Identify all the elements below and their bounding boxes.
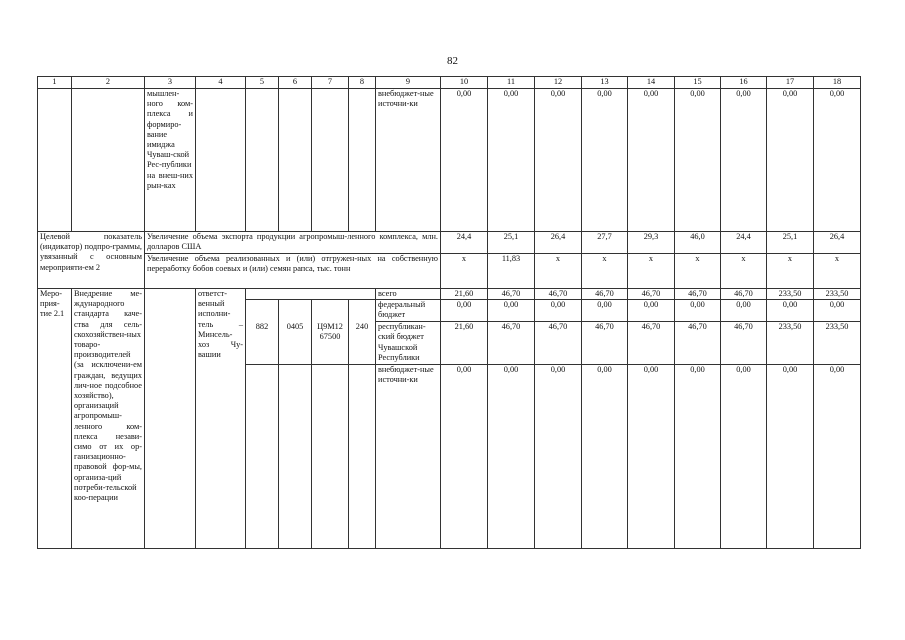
value-cell: 46,70: [675, 322, 721, 365]
target-indicator-row: [38, 232, 861, 254]
empty-cell: [38, 89, 72, 232]
value-cell: 233,50: [767, 289, 814, 300]
funding-source: внебюджет-ные источни-ки: [376, 89, 441, 232]
value-cell: 0,00: [488, 89, 535, 232]
col-header: 18: [814, 77, 861, 89]
value-cell: 0,00: [488, 300, 535, 322]
target-indicator-label: Целевой показатель (индикатор) подпро-граммы, увязанный с основным мероприяти-ем 2: [38, 232, 145, 289]
empty-cell: [349, 89, 376, 232]
empty-cell: [246, 289, 279, 300]
col-header: 13: [582, 77, 628, 89]
col-header: 6: [279, 77, 312, 89]
target-indicator-row: [38, 254, 861, 289]
value-cell: 0,00: [628, 365, 675, 549]
value-cell: 0,00: [582, 300, 628, 322]
col-header: 12: [535, 77, 582, 89]
value-cell: x: [535, 254, 582, 289]
value-cell: 27,7: [582, 232, 628, 254]
value-cell: 0,00: [582, 365, 628, 549]
funding-source: внебюджет-ные источни-ки: [376, 365, 441, 549]
value-cell: 25,1: [488, 232, 535, 254]
csr-code: Ц9М12 67500: [312, 322, 349, 365]
value-cell: 233,50: [767, 322, 814, 365]
value-cell: 0,00: [535, 300, 582, 322]
empty-cell: [72, 89, 145, 232]
value-cell: 24,4: [441, 232, 488, 254]
value-cell: 233,50: [814, 322, 861, 365]
value-cell: 29,3: [628, 232, 675, 254]
value-cell: 46,70: [582, 322, 628, 365]
value-cell: 0,00: [535, 89, 582, 232]
value-cell: 0,00: [767, 300, 814, 322]
column-number-row: [38, 77, 861, 89]
measure-label: Меро-прия-тие 2.1: [38, 289, 72, 549]
funding-source: федеральный бюджет: [376, 300, 441, 322]
value-cell: 0,00: [488, 365, 535, 549]
empty-cell: [349, 300, 376, 322]
value-cell: 21,60: [441, 289, 488, 300]
funding-source: республикан-ский бюджет Чувашской Республики: [376, 322, 441, 365]
empty-cell: [246, 365, 279, 549]
value-cell: 0,00: [767, 365, 814, 549]
continuation-row: [38, 89, 861, 232]
vr-code: 240: [349, 322, 376, 365]
empty-cell: [279, 300, 312, 322]
value-cell: x: [441, 254, 488, 289]
indicator-text: Увеличение объема экспорта продукции агропромыш-ленного комплекса, млн. долларов США: [145, 232, 441, 254]
value-cell: 26,4: [814, 232, 861, 254]
col-header: 15: [675, 77, 721, 89]
funding-source: всего: [376, 289, 441, 300]
empty-cell: [279, 289, 312, 300]
empty-cell: [312, 300, 349, 322]
value-cell: 46,70: [488, 322, 535, 365]
col-header: 10: [441, 77, 488, 89]
col-header: 4: [196, 77, 246, 89]
value-cell: 0,00: [535, 365, 582, 549]
value-cell: 24,4: [721, 232, 767, 254]
empty-cell: [312, 89, 349, 232]
value-cell: 0,00: [814, 300, 861, 322]
rzpr-code: 0405: [279, 322, 312, 365]
indicator-text: Увеличение объема реализованных и (или) отгружен-ных на собственную переработку бобов соевых и (или) семян рапса, тыс. тонн: [145, 254, 441, 289]
value-cell: 46,70: [721, 322, 767, 365]
page-number: 82: [447, 55, 458, 67]
value-cell: x: [814, 254, 861, 289]
value-cell: 46,0: [675, 232, 721, 254]
empty-cell: [246, 300, 279, 322]
value-cell: 0,00: [814, 365, 861, 549]
value-cell: 46,70: [675, 289, 721, 300]
col-header: 7: [312, 77, 349, 89]
value-cell: 0,00: [721, 300, 767, 322]
col-header: 9: [376, 77, 441, 89]
value-cell: 46,70: [628, 289, 675, 300]
grbs-code: 882: [246, 322, 279, 365]
value-cell: 46,70: [721, 289, 767, 300]
empty-cell: [145, 289, 196, 549]
col-header: 14: [628, 77, 675, 89]
col-header: 2: [72, 77, 145, 89]
col-header: 16: [721, 77, 767, 89]
col-header: 3: [145, 77, 196, 89]
col-header: 1: [38, 77, 72, 89]
program-table: [37, 76, 861, 549]
value-cell: 25,1: [767, 232, 814, 254]
value-cell: 46,70: [582, 289, 628, 300]
value-cell: x: [721, 254, 767, 289]
measure-row-total: [38, 289, 861, 300]
value-cell: 46,70: [488, 289, 535, 300]
value-cell: 0,00: [441, 300, 488, 322]
value-cell: 0,00: [721, 89, 767, 232]
measure-executor: ответст-венный исполни-тель – Минсель-хоз Чу-вашии: [196, 289, 246, 549]
value-cell: 26,4: [535, 232, 582, 254]
empty-cell: [246, 89, 279, 232]
value-cell: x: [767, 254, 814, 289]
empty-cell: [312, 289, 349, 300]
empty-cell: [279, 89, 312, 232]
value-cell: 0,00: [441, 365, 488, 549]
col-header: 8: [349, 77, 376, 89]
value-cell: x: [582, 254, 628, 289]
col-header: 11: [488, 77, 535, 89]
empty-cell: [312, 365, 349, 549]
activity-name-continued: мышлен-ного ком-плекса и формиро-вание имиджа Чуваш-ской Рес-публики на внеш-них рын-ках: [145, 89, 196, 232]
value-cell: 0,00: [628, 300, 675, 322]
value-cell: 0,00: [582, 89, 628, 232]
value-cell: 46,70: [535, 322, 582, 365]
empty-cell: [279, 365, 312, 549]
col-header: 17: [767, 77, 814, 89]
empty-cell: [349, 289, 376, 300]
value-cell: 46,70: [535, 289, 582, 300]
value-cell: 21,60: [441, 322, 488, 365]
value-cell: 0,00: [441, 89, 488, 232]
value-cell: 233,50: [814, 289, 861, 300]
value-cell: 0,00: [721, 365, 767, 549]
value-cell: 0,00: [767, 89, 814, 232]
value-cell: 0,00: [675, 300, 721, 322]
value-cell: 0,00: [675, 89, 721, 232]
value-cell: x: [628, 254, 675, 289]
value-cell: 11,83: [488, 254, 535, 289]
value-cell: 0,00: [814, 89, 861, 232]
value-cell: 46,70: [628, 322, 675, 365]
measure-name: Внедрение ме-ждународного стандарта каче-ства для сель-скохозяйствен-ных товаро-производителей (за исключени-ем граждан, ведущих лич-ное подсобное хозяйство), организаций агропромыш-ленного ком-плекса незави-симо от их ор-ганизационно-правовой фор-мы, организа-ций потреби-тельской коо-перации: [72, 289, 145, 549]
col-header: 5: [246, 77, 279, 89]
value-cell: x: [675, 254, 721, 289]
empty-cell: [196, 89, 246, 232]
value-cell: 0,00: [675, 365, 721, 549]
value-cell: 0,00: [628, 89, 675, 232]
empty-cell: [349, 365, 376, 549]
